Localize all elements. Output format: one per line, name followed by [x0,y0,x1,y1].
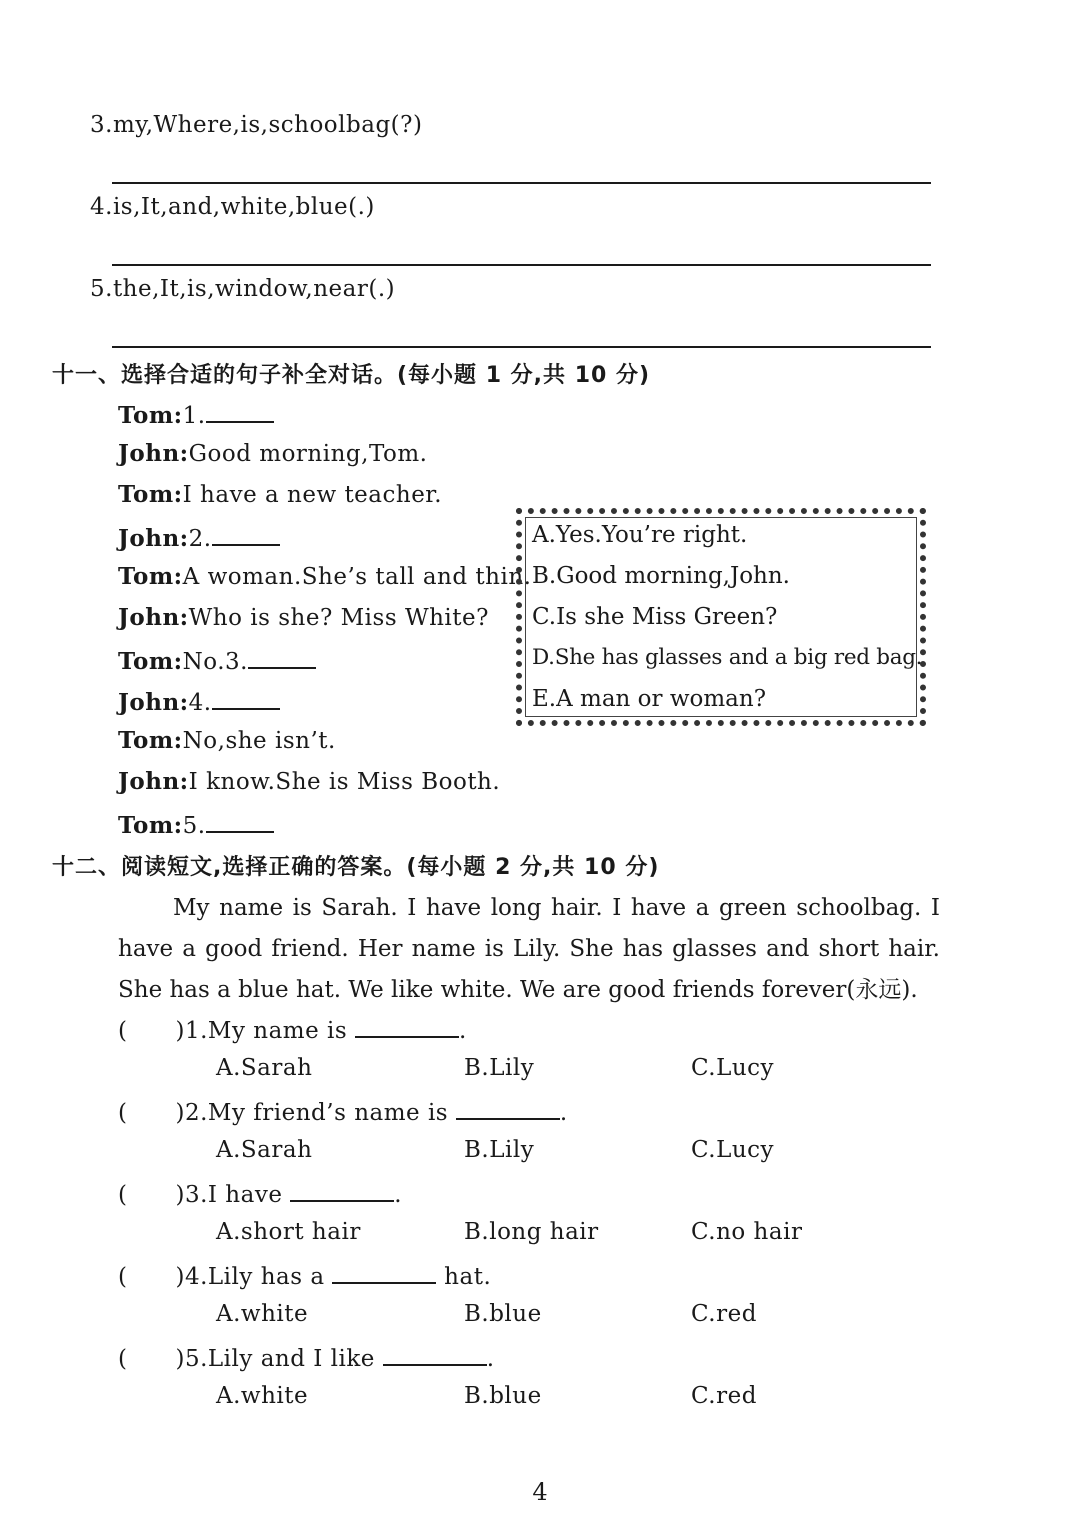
speaker: Tom: [118,481,183,508]
speaker: Tom: [118,402,183,429]
choice-3a[interactable]: A.short hair [216,1219,361,1245]
reorder-item-4: 4.is,It,and,white,blue(.) [90,194,375,220]
option-a: A.Yes.You’re right. [532,522,748,548]
answer-blank[interactable] [383,1342,487,1366]
choice-2a[interactable]: A.Sarah [216,1137,313,1163]
dialogue-line-8 [118,686,280,716]
dialogue-line-9 [118,727,336,754]
section-11-heading: 十一、选择合适的句子补全对话。(每小题 1 分,共 10 分) [52,363,651,388]
dialogue-line-10 [118,768,500,795]
answer-blank[interactable] [206,399,274,423]
question-5 [118,1342,495,1372]
question-stem-end: . [559,1100,568,1126]
passage-text: My name is Sarah. I have long hair. I have a green schoolbag. I have a good friend. Her name is Lily. She has glasses and short hair. She has a blue hat. We like white. We are good friends forever(永远). [118,895,940,1003]
question-stem-end: . [459,1018,467,1044]
choice-5a[interactable]: A.white [216,1383,309,1409]
dialogue-line-4 [118,522,280,552]
answer-blank[interactable] [212,522,280,546]
dialogue-line-1 [118,399,274,429]
page-number: 4 [532,1478,548,1506]
choice-4b[interactable]: B.blue [464,1301,542,1327]
answer-line-4 [112,264,931,266]
answer-blank[interactable] [355,1014,459,1038]
question-1 [118,1014,467,1044]
dialogue-text: A woman.She’s tall and thin. [182,564,532,590]
speaker: Tom: [118,812,183,839]
question-2 [118,1096,568,1126]
question-stem: )3.I have [175,1182,283,1208]
choice-1c[interactable]: C.Lucy [691,1055,775,1081]
choice-5c[interactable]: C.red [691,1383,757,1409]
reorder-item-3: 3.my,Where,is,schoolbag(?) [90,112,423,138]
speaker: Tom: [118,648,183,675]
answer-paren[interactable]: ( [118,1346,128,1372]
answer-blank[interactable] [290,1178,394,1202]
question-stem: )4.Lily has a [175,1264,325,1290]
question-stem-end: hat. [444,1264,492,1290]
choice-5b[interactable]: B.blue [464,1383,542,1409]
speaker: Tom: [118,727,183,754]
choice-3c[interactable]: C.no hair [691,1219,803,1245]
dialogue-text: No,she isn’t. [182,728,336,754]
question-stem-end: . [394,1182,403,1208]
choice-1a[interactable]: A.Sarah [216,1055,313,1081]
dialogue-line-2 [118,440,427,467]
dialogue-text: No.3. [182,649,248,675]
speaker: John: [118,768,189,795]
question-stem: )1.My name is [175,1018,348,1044]
dialogue-text: I have a new teacher. [182,482,443,508]
answer-paren[interactable]: ( [118,1264,128,1290]
question-stem-end: . [486,1346,495,1372]
choice-2b[interactable]: B.Lily [464,1137,535,1163]
question-4 [118,1260,491,1290]
reorder-item-5: 5.the,It,is,window,near(.) [90,276,396,302]
answer-paren[interactable]: ( [118,1100,128,1126]
section-12-heading: 十二、阅读短文,选择正确的答案。(每小题 2 分,共 10 分) [52,855,660,880]
choice-2c[interactable]: C.Lucy [691,1137,775,1163]
dialogue-line-6 [118,604,489,631]
dialogue-text: Who is she? Miss White? [188,605,489,631]
question-stem: )2.My friend’s name is [175,1100,449,1126]
dialogue-line-7 [118,645,316,675]
speaker: Tom: [118,563,183,590]
answer-blank[interactable] [456,1096,560,1120]
dialogue-text: 4. [188,690,212,716]
speaker: John: [118,525,189,552]
dialogue-line-5 [118,563,531,590]
dialogue-text: I know.She is Miss Booth. [188,769,501,795]
dialogue-text: 1. [182,403,206,429]
dialogue-text: Good morning,Tom. [188,441,428,467]
option-c: C.Is she Miss Green? [532,604,778,630]
answer-paren[interactable]: ( [118,1182,128,1208]
answer-blank[interactable] [206,809,274,833]
choice-4c[interactable]: C.red [691,1301,757,1327]
question-stem: )5.Lily and I like [175,1346,375,1372]
answer-blank[interactable] [212,686,280,710]
option-b: B.Good morning,John. [532,563,790,589]
choice-4a[interactable]: A.white [216,1301,309,1327]
option-e: E.A man or woman? [532,686,767,712]
dialogue-line-3 [118,481,442,508]
choice-1b[interactable]: B.Lily [464,1055,535,1081]
choice-3b[interactable]: B.long hair [464,1219,599,1245]
answer-line-5 [112,346,931,348]
reading-passage [118,888,940,1011]
speaker: John: [118,440,189,467]
speaker: John: [118,604,189,631]
answer-blank[interactable] [332,1260,436,1284]
option-d: D.She has glasses and a big red bag. [532,645,923,670]
question-3 [118,1178,402,1208]
answer-blank[interactable] [248,645,316,669]
answer-paren[interactable]: ( [118,1018,128,1044]
speaker: John: [118,689,189,716]
dialogue-text: 5. [182,813,206,839]
dialogue-line-11 [118,809,274,839]
dialogue-text: 2. [188,526,212,552]
answer-line-3 [112,182,931,184]
